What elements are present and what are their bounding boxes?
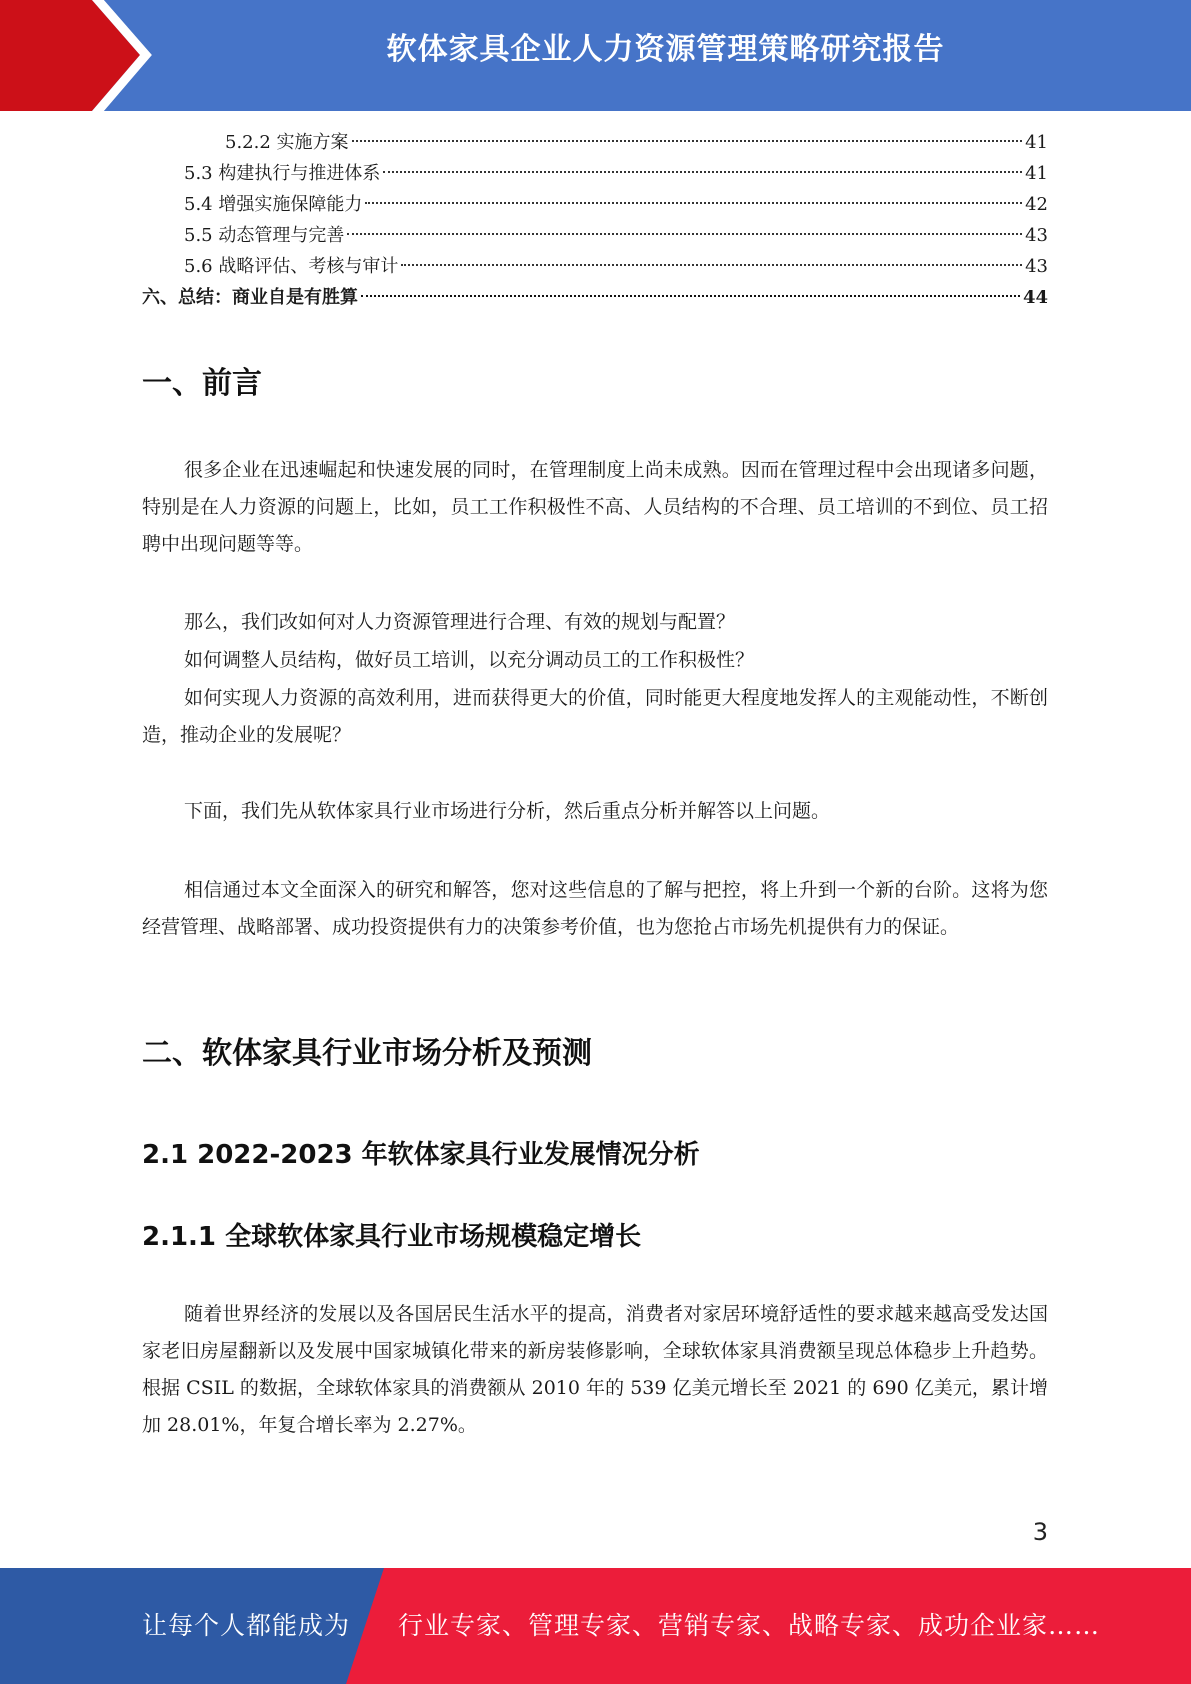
toc-entry[interactable] <box>142 158 1048 189</box>
header-band <box>0 0 1191 111</box>
toc-leader-dots <box>352 140 1023 142</box>
toc-entry[interactable] <box>142 251 1048 282</box>
report-title: 软体家具企业人力资源管理策略研究报告 <box>386 32 945 67</box>
body-paragraph: 如何调整人员结构，做好员工培训，以充分调动员工的工作积极性？ <box>184 649 755 671</box>
page-number: 3 <box>1032 1518 1048 1546</box>
toc-leader-dots <box>361 295 1020 297</box>
toc-entry-label: 5.2.2 实施方案 <box>225 132 349 153</box>
toc-entry[interactable] <box>142 189 1048 220</box>
toc-entry[interactable] <box>142 127 1048 158</box>
body-paragraph: 随着世界经济的发展以及各国居民生活水平的提高，消费者对家居环境舒适性的要求越来越高受发达国家老旧房屋翻新以及发展中国家城镇化带来的新房装修影响，全球软体家具消费额呈现总体稳步上升趋势。根据 CSIL 的数据，全球软体家具的消费额从 2010 年的 539 亿美元增长至 2021 的 690 亿美元，累计增加 28.01%，年复合增长率为 2.27%。 <box>142 1303 1048 1436</box>
body-paragraph: 那么，我们改如何对人力资源管理进行合理、有效的规划与配置？ <box>184 611 736 633</box>
subsection-heading: 2.1 2022-2023 年软体家具行业发展情况分析 <box>142 1140 700 1170</box>
subsection-heading: 2.1.1 全球软体家具行业市场规模稳定增长 <box>142 1222 642 1252</box>
footer-slogan-right: 行业专家、管理专家、营销专家、战略专家、成功企业家…… <box>398 1611 1101 1640</box>
toc-entry-label: 5.6 战略评估、考核与审计 <box>184 256 399 277</box>
toc-entry-label: 六、总结：商业自是有胜算 <box>142 287 358 308</box>
body-paragraph: 下面，我们先从软体家具行业市场进行分析，然后重点分析并解答以上问题。 <box>184 800 831 822</box>
toc-entry-page: 44 <box>1022 287 1048 308</box>
header-red-chevron-icon <box>0 0 160 111</box>
body-paragraph: 相信通过本文全面深入的研究和解答，您对这些信息的了解与把控，将上升到一个新的台阶。这将为您经营管理、战略部署、成功投资提供有力的决策参考价值，也为您抢占市场先机提供有力的保证。 <box>142 879 1048 938</box>
toc-entry-page: 41 <box>1025 132 1048 153</box>
footer-band <box>0 1568 1191 1684</box>
table-of-contents <box>142 127 1048 313</box>
body-paragraph: 很多企业在迅速崛起和快速发展的同时，在管理制度上尚未成熟。因而在管理过程中会出现诸多问题，特别是在人力资源的问题上，比如，员工工作积极性不高、人员结构的不合理、员工培训的不到位、员工招聘中出现问题等等。 <box>142 459 1048 555</box>
toc-entry-page: 43 <box>1025 256 1048 277</box>
toc-entry[interactable] <box>142 220 1048 251</box>
footer-slogan-left: 让每个人都能成为 <box>142 1611 351 1640</box>
toc-entry-page: 41 <box>1025 163 1048 184</box>
toc-entry-label: 5.4 增强实施保障能力 <box>184 194 363 215</box>
section-heading-market: 二、软体家具行业市场分析及预测 <box>142 1036 592 1071</box>
toc-leader-dots <box>365 202 1022 204</box>
toc-leader-dots <box>347 233 1022 235</box>
section-heading-preface: 一、前言 <box>142 366 262 401</box>
toc-entry[interactable] <box>142 282 1048 313</box>
toc-leader-dots <box>401 264 1022 266</box>
toc-entry-page: 43 <box>1025 225 1048 246</box>
toc-entry-label: 5.5 动态管理与完善 <box>184 225 345 246</box>
toc-entry-page: 42 <box>1025 194 1048 215</box>
body-paragraph: 如何实现人力资源的高效利用，进而获得更大的价值，同时能更大程度地发挥人的主观能动性，不断创造，推动企业的发展呢？ <box>142 687 1048 746</box>
toc-leader-dots <box>383 171 1022 173</box>
toc-entry-label: 5.3 构建执行与推进体系 <box>184 163 381 184</box>
